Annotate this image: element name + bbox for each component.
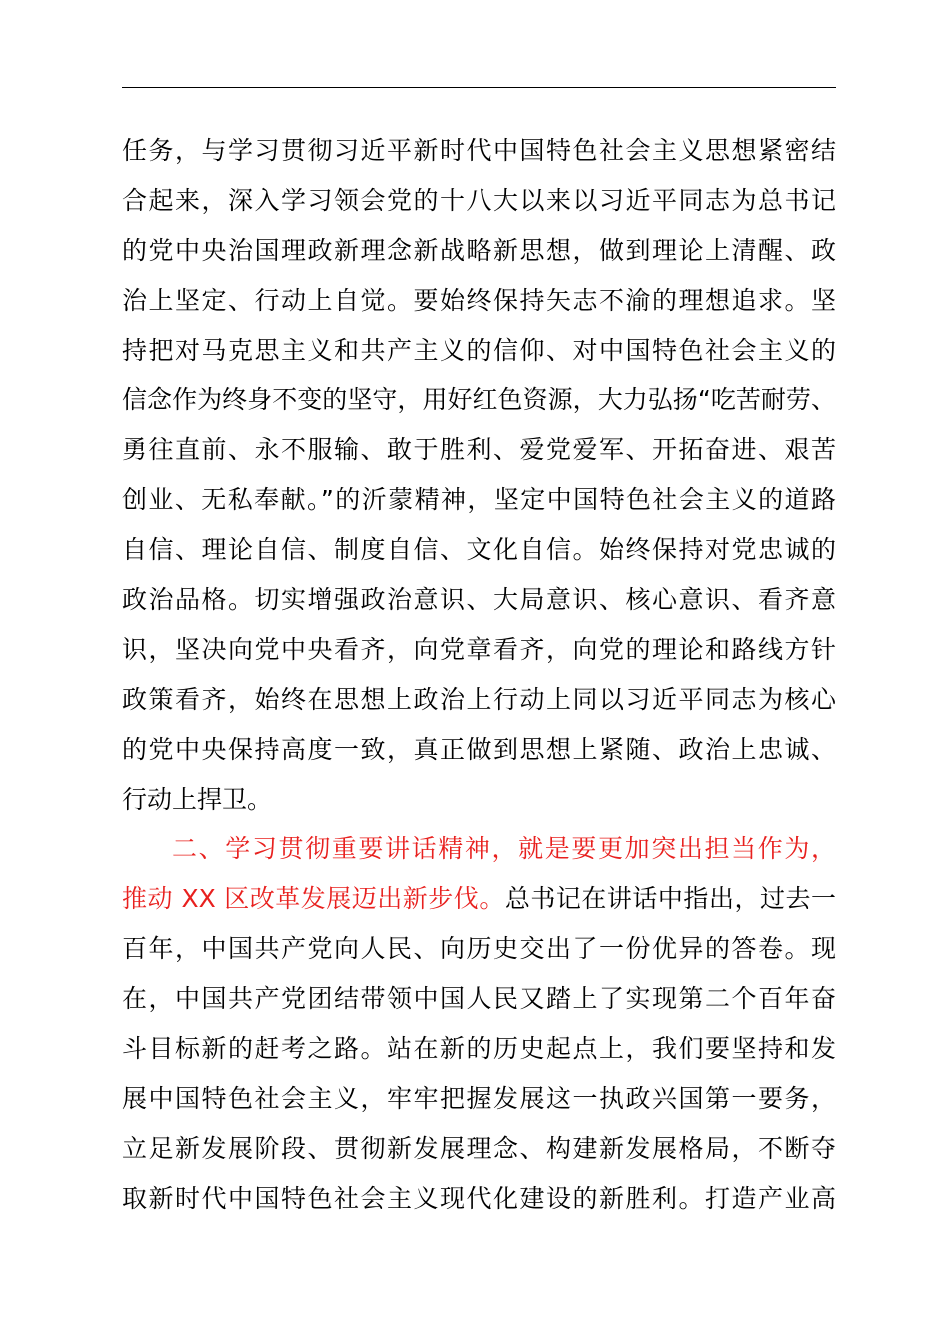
text-line: 立足新发展阶段、贯彻新发展理念、构建新发展格局，不断夺 [122,1133,836,1163]
document-body [122,126,836,1224]
section-heading-continued: 推动 XX 区改革发展迈出新步伐。 [122,884,505,914]
text-line: 信念作为终身不变的坚守，用好红色资源，大力弘扬“吃苦耐劳、 [122,385,836,415]
text-line: 展中国特色社会主义，牢牢把握发展这一执政兴国第一要务， [122,1083,836,1113]
text-line: 治上坚定、行动上自觉。要始终保持矢志不渝的理想追求。坚 [122,285,836,315]
text-line: 自信、理论自信、制度自信、文化自信。始终保持对党忠诚的 [122,535,836,565]
text-line: 取新时代中国特色社会主义现代化建设的新胜利。打造产业高 [122,1183,836,1213]
text-line: 持把对马克思主义和共产主义的信仰、对中国特色社会主义的 [122,335,836,365]
text-line: 任务，与学习贯彻习近平新时代中国特色社会主义思想紧密结 [122,136,836,165]
text-line: 的党中央保持高度一致，真正做到思想上紧随、政治上忠诚、 [122,734,836,764]
header-rule [122,87,836,88]
paragraph-1 [122,126,836,824]
text-line: 百年，中国共产党向人民、向历史交出了一份优异的答卷。现 [122,934,836,964]
text-line: 勇往直前、永不服输、敢于胜利、爱党爱军、开拓奋进、艰苦 [122,435,836,465]
text-line: 在，中国共产党团结带领中国人民又踏上了实现第二个百年奋 [122,984,836,1014]
section-heading: 二、学习贯彻重要讲话精神，就是要更加突出担当作为， [172,834,836,864]
paragraph-2 [122,824,836,1223]
text-line: 识，坚决向党中央看齐，向党章看齐，向党的理论和路线方针 [122,634,836,664]
text-line: 创业、无私奉献。”的沂蒙精神，坚定中国特色社会主义的道路 [122,485,836,515]
text-line [122,874,836,924]
text-line-rest: 总书记在讲话中指出，过去一 [504,884,836,914]
text-line: 行动上捍卫。 [122,784,273,814]
text-line: 合起来，深入学习领会党的十八大以来以习近平同志为总书记 [122,185,836,215]
text-line: 斗目标新的赶考之路。站在新的历史起点上，我们要坚持和发 [122,1034,836,1064]
text-line: 的党中央治国理政新理念新战略新思想，做到理论上清醒、政 [122,235,836,265]
text-line: 政治品格。切实增强政治意识、大局意识、核心意识、看齐意 [122,585,836,615]
text-line: 政策看齐，始终在思想上政治上行动上同以习近平同志为核心 [122,684,836,714]
